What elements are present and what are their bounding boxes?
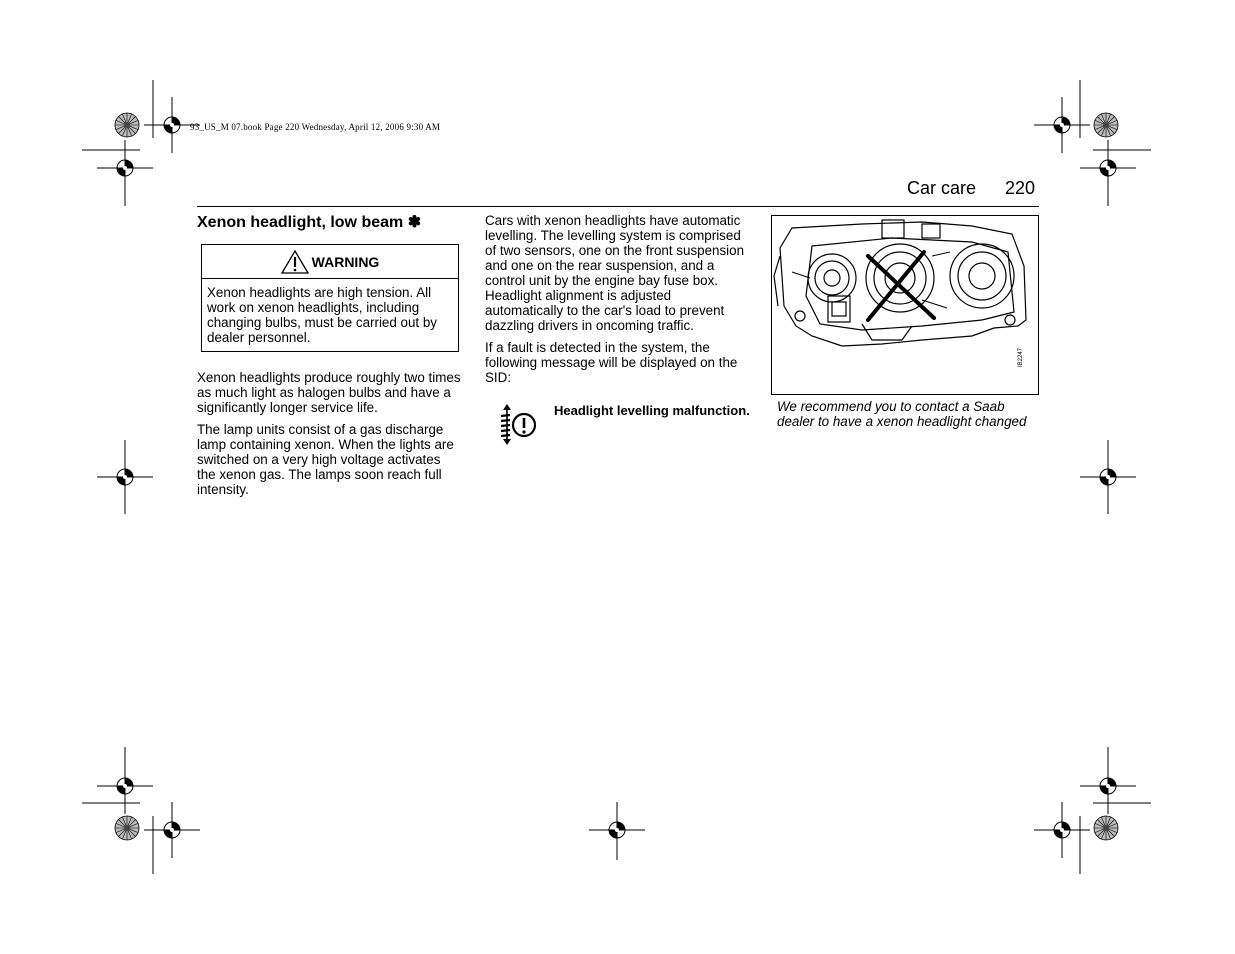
paragraph: If a fault is detected in the system, the following message will be displayed on the SID:: [485, 340, 738, 385]
header-page-number: 220: [1005, 178, 1036, 198]
warning-text: Xenon headlights are high tension. All work on xenon headlights, including changing bulbs, must be carried out by dealer personnel.: [207, 285, 438, 345]
headlight-unit-illustration: [772, 216, 1038, 394]
warning-label: WARNING: [311, 253, 380, 270]
figure-caption: We recommend you to contact a Saab dealer to have a xenon headlight changed: [777, 399, 1027, 429]
section-title: Xenon headlight, low beam ✽: [197, 214, 422, 231]
headlight-levelling-warning-icon: [497, 403, 539, 445]
header-section-title: Car care: [907, 178, 977, 198]
middle-column: [485, 213, 750, 445]
figure-frame: [771, 215, 1039, 395]
paragraph: Cars with xenon headlights have automatic levelling. The levelling system is comprised of two sensors, one on the front suspension and one on the rear suspension, and a control unit by the engine bay fuse box. Headlight alignment is adjusted automatically to the car's load to prevent dazzling drivers in oncoming traffic.: [485, 213, 745, 333]
warning-header: [202, 245, 458, 279]
warning-triangle-icon: [281, 250, 309, 274]
header-divider: [197, 206, 1039, 207]
sid-message: Headlight levelling malfunction.: [554, 403, 750, 418]
sid-message-row: [485, 403, 750, 445]
warning-box: [201, 244, 459, 352]
figure-code: IB2247: [1018, 347, 1024, 367]
paragraph: The lamp units consist of a gas discharge lamp containing xenon. When the lights are switched on a very high voltage activates the xenon gas. The lamps soon reach full intensity.: [197, 422, 454, 497]
left-column: [197, 212, 462, 504]
print-info-line: 93_US_M 07.book Page 220 Wednesday, April 12, 2006 9:30 AM: [190, 122, 441, 132]
paragraph: Xenon headlights produce roughly two times as much light as halogen bulbs and have a significantly longer service life.: [197, 370, 461, 415]
